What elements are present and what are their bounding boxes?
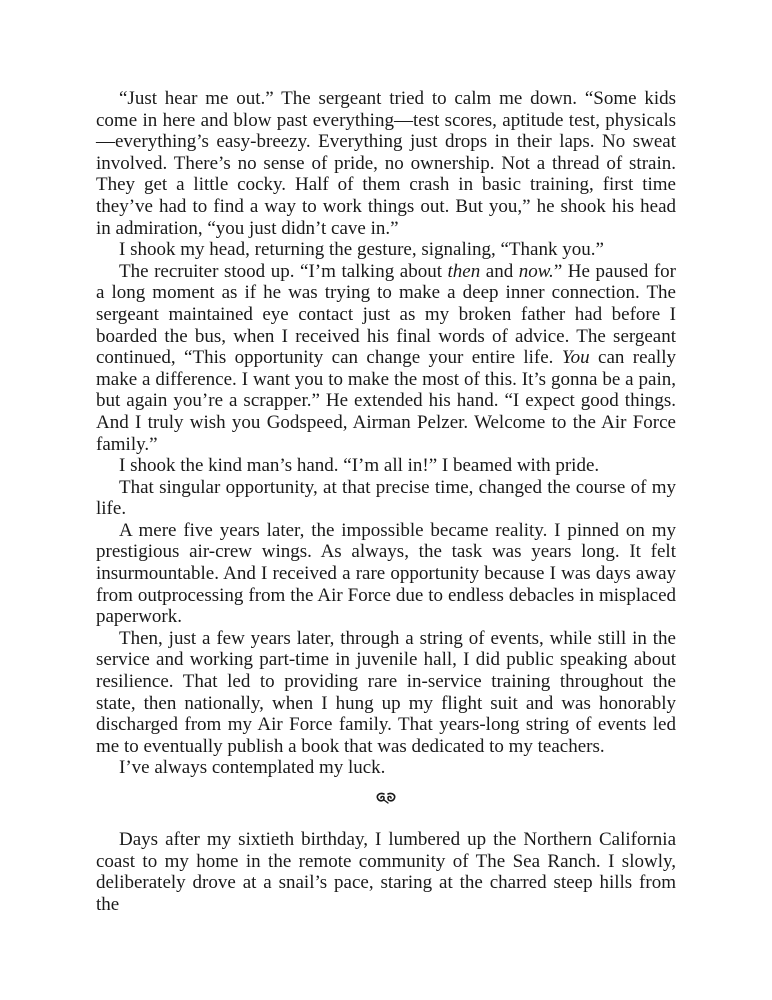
- ornament-glyph-icon: [375, 791, 397, 805]
- paragraph-text: can really make a difference. I want you to make the most of this. It’s gonna be a pain, but again you’re a scrapper.” He extended his hand. “I expect good things. And I truly wish you Godspeed, Airman Pelzer. Welcome to the Air Force family.”: [96, 347, 676, 455]
- section-break-ornament-icon: [96, 791, 676, 811]
- paragraph-text: That singular opportunity, at that precise time, changed the course of my life.: [96, 476, 676, 520]
- paragraph-text: I shook the kind man’s hand. “I’m all in!” I beamed with pride.: [119, 455, 600, 477]
- paragraph: [96, 520, 676, 628]
- section-before-break: [96, 88, 676, 779]
- italic-text: then: [447, 260, 481, 282]
- paragraph-text: ” He paused for a long moment as if he was trying to make a deep inner connection. The sergeant maintained eye contact just as my broken father had before I boarded the bus, when I received his final words of advice. The sergeant continued, “This opportunity can change your entire life.: [96, 260, 676, 369]
- paragraph-text: A mere five years later, the impossible became reality. I pinned on my prestigious air-crew wings. As always, the task was years long. It felt insurmountable. And I received a rare opportunity because I was days away from outprocessing from the Air Force due to endless debacles in misplaced paperwork.: [96, 519, 676, 628]
- italic-text: now.: [518, 260, 554, 282]
- paragraph: [96, 829, 676, 915]
- paragraph: [96, 261, 676, 455]
- book-page: [96, 88, 676, 915]
- paragraph: [96, 239, 676, 261]
- paragraph: [96, 477, 676, 520]
- paragraph-text: and: [480, 260, 519, 282]
- paragraph-text: Then, just a few years later, through a string of events, while still in the service and working part-time in juvenile hall, I did public speaking about resilience. That led to providing rare in-service training throughout the state, then nationally, when I hung up my flight suit and was honorably discharged from my Air Force family. That years-long string of events led me to eventually publish a book that was dedicated to my teachers.: [96, 627, 676, 757]
- paragraph-text: “Just hear me out.” The sergeant tried to calm me down. “Some kids come in here and blow past everything—test scores, aptitude test, physicals —everything’s easy-breezy. Everything just drops in their laps. No sweat involved. There’s no sense of pride, no ownership. Not a thread of strain. They get a little cocky. Half of them crash in basic training, first time they’ve had to find a way to work things out. But you,” he shook his head in admiration, “you just didn’t cave in.”: [96, 88, 676, 239]
- paragraph-text: I shook my head, returning the gesture, signaling, “Thank you.”: [119, 239, 604, 261]
- paragraph-text: Days after my sixtieth birthday, I lumbered up the Northern California coast to my home in the remote community of The Sea Ranch. I slowly, deliberately drove at a snail’s pace, staring at the charred steep hills from the: [96, 829, 676, 915]
- italic-text: You: [561, 347, 590, 369]
- paragraph-text: I’ve always contemplated my luck.: [119, 757, 386, 779]
- paragraph: [96, 455, 676, 477]
- paragraph: [96, 757, 676, 779]
- paragraph-text: The recruiter stood up. “I’m talking about: [119, 260, 448, 282]
- paragraph: [96, 88, 676, 239]
- paragraph: [96, 628, 676, 758]
- section-after-break: [96, 829, 676, 915]
